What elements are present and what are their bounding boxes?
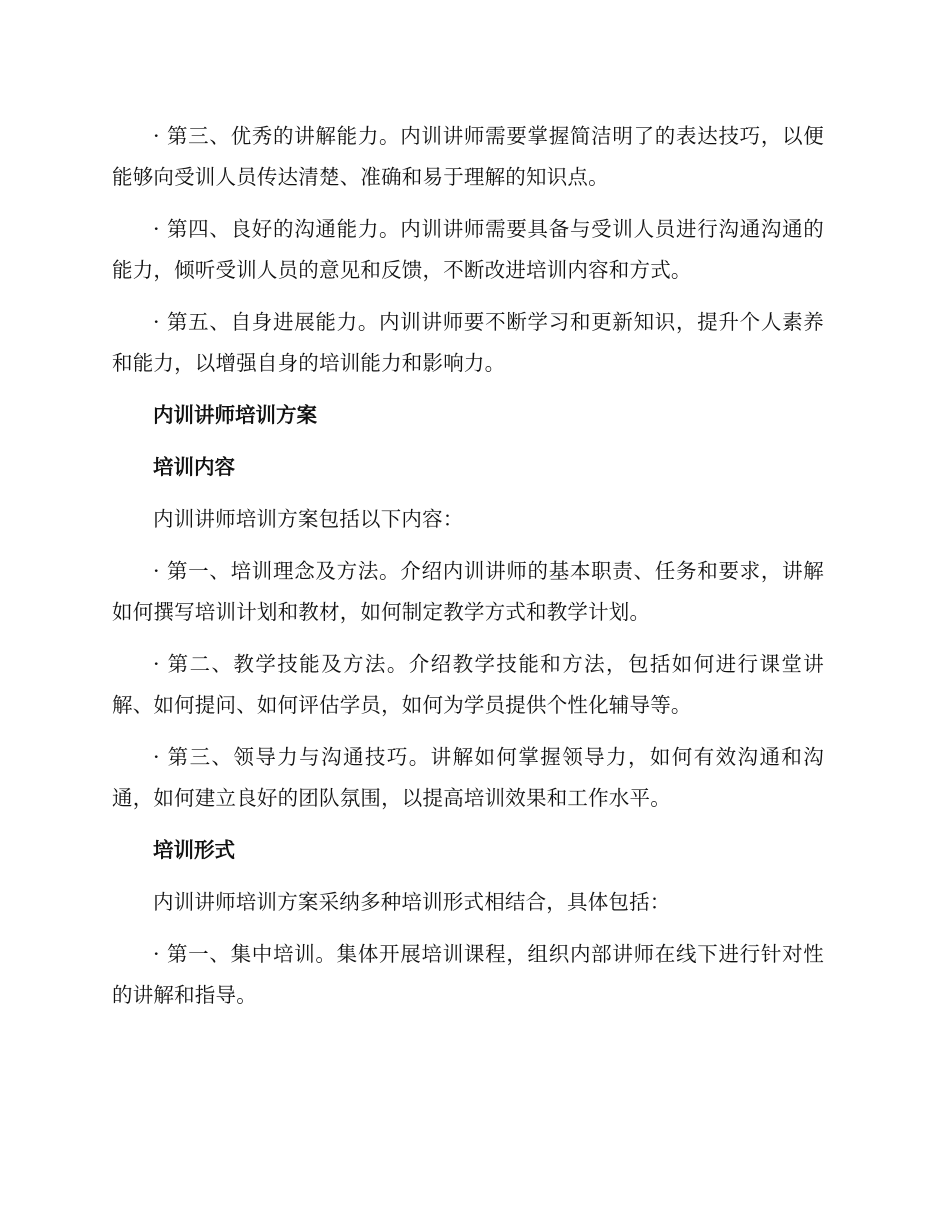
content-intro: 内训讲师培训方案包括以下内容： (153, 507, 464, 531)
paragraph-explaining-ability: · 第三、优秀的讲解能力。内训讲师需要掌握简洁明了的表达技巧，以便能够向受训人员传达清楚、准确和易于理解的知识点。 (112, 124, 824, 189)
subsection-content-title: 培训内容 (153, 455, 235, 479)
paragraph-communication-ability: · 第四、良好的沟通能力。内训讲师需要具备与受训人员进行沟通沟通的能力，倾听受训人员的意见和反馈，不断改进培训内容和方式。 (112, 217, 824, 282)
form-item-centralized: · 第一、集中培训。集体开展培训课程，组织内部讲师在线下进行针对性的讲解和指导。 (112, 942, 824, 1007)
paragraph-self-development: · 第五、自身进展能力。内训讲师要不断学习和更新知识，提升个人素养和能力，以增强自身的培训能力和影响力。 (112, 310, 824, 375)
section-title: 内训讲师培训方案 (153, 403, 317, 427)
document-body (112, 116, 824, 1016)
content-item-leadership: · 第三、领导力与沟通技巧。讲解如何掌握领导力，如何有效沟通和沟通，如何建立良好的团队氛围，以提高培训效果和工作水平。 (112, 745, 824, 810)
form-intro: 内训讲师培训方案采纳多种培训形式相结合，具体包括： (153, 890, 671, 914)
content-item-teaching-skills: · 第二、教学技能及方法。介绍教学技能和方法，包括如何进行课堂讲解、如何提问、如何评估学员，如何为学员提供个性化辅导等。 (112, 652, 824, 717)
subsection-form-title: 培训形式 (153, 838, 235, 862)
content-item-philosophy: · 第一、培训理念及方法。介绍内训讲师的基本职责、任务和要求，讲解如何撰写培训计划和教材，如何制定教学方式和教学计划。 (112, 559, 824, 624)
